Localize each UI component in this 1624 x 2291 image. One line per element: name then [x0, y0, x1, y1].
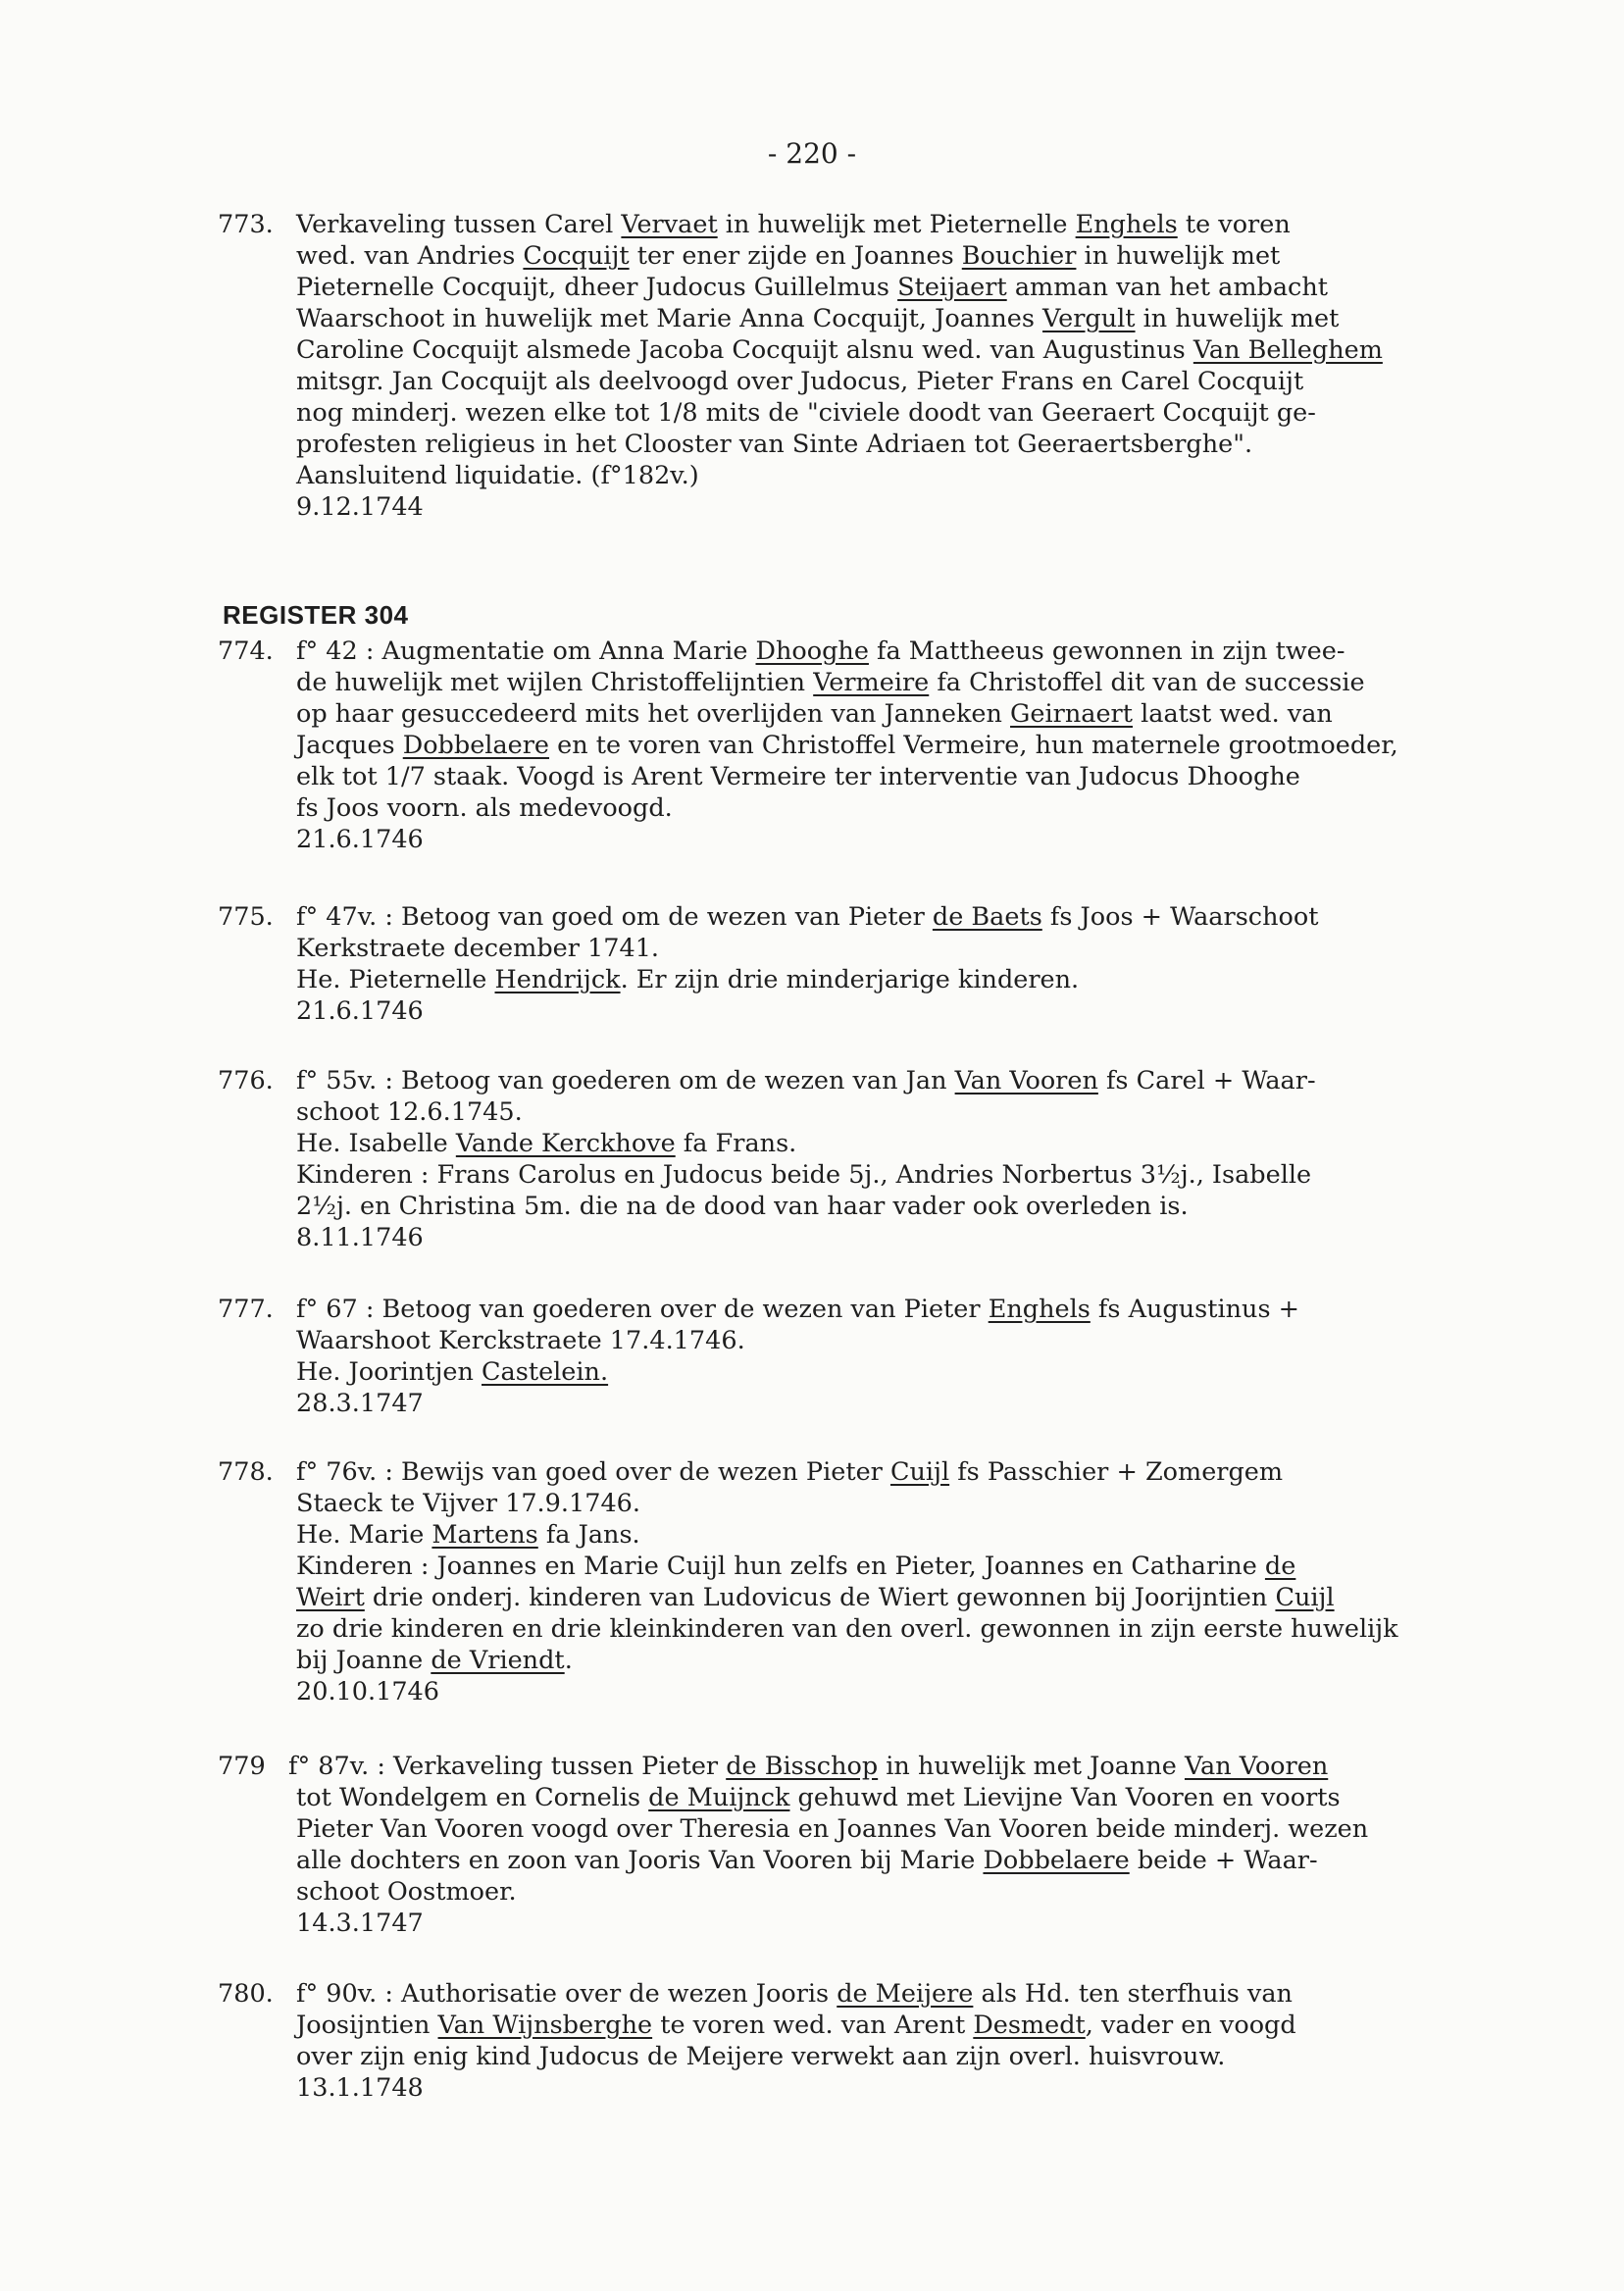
entry-773 — [218, 209, 1600, 523]
entry-line: Kinderen : Joannes en Marie Cuijl hun zelfs en Pieter, Joannes en Catharine de — [296, 1552, 1296, 1581]
entry-number: 780. — [218, 1979, 274, 2009]
entry-number: 777. — [218, 1295, 274, 1324]
underlined-surname: Weirt — [296, 1583, 365, 1612]
page-number: - 220 - — [767, 137, 857, 170]
entry-line: Pieternelle Cocquijt, dheer Judocus Guillelmus Steijaert amman van het ambacht — [296, 273, 1328, 302]
underlined-surname: Cuijl — [1275, 1583, 1335, 1612]
entry-number: 776. — [218, 1066, 274, 1095]
entry-line: 21.6.1746 — [296, 825, 424, 854]
underlined-surname: Cuijl — [889, 1457, 950, 1487]
entry-line: 778. f° 76v. : Bewijs van goed over de wezen Pieter Cuijl fs Passchier + Zomergem — [218, 1457, 1284, 1487]
underlined-surname: Van Vooren — [1184, 1752, 1329, 1781]
entry-line: wed. van Andries Cocquijt ter ener zijde en Joannes Bouchier in huwelijk met — [296, 241, 1281, 271]
entry-line: He. Isabelle Vande Kerckhove fa Frans. — [296, 1129, 797, 1158]
underlined-surname: Vande Kerckhove — [455, 1129, 676, 1158]
entry-line: profesten religieus in het Clooster van Sinte Adriaen tot Geeraertsberghe". — [296, 430, 1253, 459]
entry-line: Waarshoot Kerckstraete 17.4.1746. — [296, 1326, 745, 1355]
underlined-surname: de Vriendt — [431, 1646, 565, 1675]
entry-line: nog minderj. wezen elke tot 1/8 mits de "civiele doodt van Geeraert Cocquijt ge- — [296, 398, 1316, 428]
entry-line: 28.3.1747 — [296, 1389, 424, 1418]
entry-line: 773. Verkaveling tussen Carel Vervaet in huwelijk met Pieternelle Enghels te voren — [218, 210, 1291, 239]
entry-line: 2½j. en Christina 5m. die na de dood van haar vader ook overleden is. — [296, 1192, 1189, 1221]
entry-line: de huwelijk met wijlen Christoffelijntien Vermeire fa Christoffel dit van de successie — [296, 668, 1365, 697]
underlined-surname: Vergult — [1042, 304, 1136, 333]
entry-line: 780. f° 90v. : Authorisatie over de wezen Jooris de Meijere als Hd. ten sterfhuis van — [218, 1979, 1293, 2009]
underlined-surname: Hendrijck — [494, 965, 621, 994]
entry-780 — [218, 1978, 1600, 2104]
entry-line: over zijn enig kind Judocus de Meijere verwekt aan zijn overl. huisvrouw. — [296, 2042, 1226, 2071]
entry-line: Kerkstraete december 1741. — [296, 934, 660, 963]
underlined-surname: de Meijere — [837, 1979, 974, 2009]
entry-line: Jacques Dobbelaere en te voren van Christoffel Vermeire, hun maternele grootmoeder, — [296, 731, 1398, 760]
entry-line: 9.12.1744 — [296, 492, 424, 522]
underlined-surname: Martens — [431, 1520, 538, 1550]
entry-line: He. Pieternelle Hendrijck. Er zijn drie minderjarige kinderen. — [296, 965, 1080, 994]
entry-line: 21.6.1746 — [296, 996, 424, 1026]
entry-line: Joosijntien Van Wijnsberghe te voren wed. van Arent Desmedt, vader en voogd — [296, 2011, 1296, 2040]
entry-number: 774. — [218, 636, 274, 666]
entry-line: bij Joanne de Vriendt. — [296, 1646, 573, 1675]
entry-line: 775. f° 47v. : Betoog van goed om de wezen van Pieter de Baets fs Joos + Waarschoot — [218, 902, 1319, 932]
entry-line: 777. f° 67 : Betoog van goederen over de wezen van Pieter Enghels fs Augustinus + — [218, 1295, 1300, 1324]
entry-line: Aansluitend liquidatie. (f°182v.) — [296, 461, 699, 490]
entry-778 — [218, 1456, 1600, 1707]
entry-line: alle dochters en zoon van Jooris Van Vooren bij Marie Dobbelaere beide + Waar- — [296, 1846, 1318, 1875]
entry-line: Staeck te Vijver 17.9.1746. — [296, 1489, 640, 1518]
entry-line: 20.10.1746 — [296, 1677, 440, 1706]
entry-774 — [218, 636, 1600, 855]
entry-line: 13.1.1748 — [296, 2073, 424, 2103]
entry-line: Waarschoot in huwelijk met Marie Anna Cocquijt, Joannes Vergult in huwelijk met — [296, 304, 1340, 333]
entry-779 — [218, 1751, 1600, 1939]
underlined-surname: Van Wijnsberghe — [437, 2011, 653, 2040]
entry-line: 779 f° 87v. : Verkaveling tussen Pieter de Bisschop in huwelijk met Joanne Van Vooren — [218, 1752, 1329, 1781]
underlined-surname: de Bisschop — [726, 1752, 879, 1781]
underlined-surname: Castelein. — [482, 1357, 609, 1387]
entry-line: op haar gesuccedeerd mits het overlijden van Janneken Geirnaert laatst wed. van — [296, 699, 1333, 729]
underlined-surname: Dhooghe — [755, 636, 869, 666]
underlined-surname: Vervaet — [621, 210, 718, 239]
entry-number: 775. — [218, 902, 274, 932]
entry-line: 8.11.1746 — [296, 1223, 424, 1252]
underlined-surname: Enghels — [988, 1295, 1091, 1324]
underlined-surname: Steijaert — [897, 273, 1007, 302]
entry-line: He. Marie Martens fa Jans. — [296, 1520, 640, 1550]
entry-777 — [218, 1294, 1600, 1419]
entry-line: Weirt drie onderj. kinderen van Ludovicus de Wiert gewonnen bij Joorijntien Cuijl — [296, 1583, 1335, 1612]
underlined-surname: Van Vooren — [954, 1066, 1098, 1095]
entry-line: He. Joorintjen Castelein. — [296, 1357, 609, 1387]
entry-775 — [218, 901, 1600, 1027]
entry-line: 14.3.1747 — [296, 1909, 424, 1938]
underlined-surname: de — [1264, 1552, 1296, 1581]
underlined-surname: Cocquijt — [523, 241, 630, 271]
entry-line: mitsgr. Jan Cocquijt als deelvoogd over Judocus, Pieter Frans en Carel Cocquijt — [296, 367, 1304, 396]
underlined-surname: Dobbelaere — [983, 1846, 1130, 1875]
underlined-surname: Van Belleghem — [1193, 335, 1383, 365]
underlined-surname: Vermeire — [813, 668, 930, 697]
entry-line: elk tot 1/7 staak. Voogd is Arent Vermeire ter interventie van Judocus Dhooghe — [296, 762, 1300, 791]
underlined-surname: Bouchier — [961, 241, 1077, 271]
entry-line: schoot 12.6.1745. — [296, 1097, 523, 1127]
entry-number: 773. — [218, 210, 274, 239]
entry-line: schoot Oostmoer. — [296, 1877, 517, 1907]
entry-776 — [218, 1065, 1600, 1253]
entry-line: fs Joos voorn. als medevoogd. — [296, 793, 673, 823]
underlined-surname: Desmedt — [973, 2011, 1086, 2040]
underlined-surname: Enghels — [1075, 210, 1178, 239]
entry-line: Pieter Van Vooren voogd over Theresia en Joannes Van Vooren beide minderj. wezen — [296, 1814, 1369, 1844]
entry-number: 779 — [218, 1752, 266, 1781]
register-heading: REGISTER 304 — [223, 600, 409, 630]
entry-line: 776. f° 55v. : Betoog van goederen om de wezen van Jan Van Vooren fs Carel + Waar- — [218, 1066, 1316, 1095]
entry-number: 778. — [218, 1457, 274, 1487]
entry-line: tot Wondelgem en Cornelis de Muijnck gehuwd met Lievijne Van Vooren en voorts — [296, 1783, 1341, 1812]
underlined-surname: de Baets — [932, 902, 1042, 932]
underlined-surname: Geirnaert — [1010, 699, 1133, 729]
entry-line: 774. f° 42 : Augmentatie om Anna Marie Dhooghe fa Mattheeus gewonnen in zijn twee- — [218, 636, 1345, 666]
entry-line: Kinderen : Frans Carolus en Judocus beide 5j., Andries Norbertus 3½j., Isabelle — [296, 1160, 1312, 1190]
underlined-surname: Dobbelaere — [402, 731, 550, 760]
entry-line: zo drie kinderen en drie kleinkinderen van den overl. gewonnen in zijn eerste huwelijk — [296, 1614, 1398, 1644]
underlined-surname: de Muijnck — [648, 1783, 790, 1812]
entry-line: Caroline Cocquijt alsmede Jacoba Cocquijt alsnu wed. van Augustinus Van Belleghem — [296, 335, 1383, 365]
